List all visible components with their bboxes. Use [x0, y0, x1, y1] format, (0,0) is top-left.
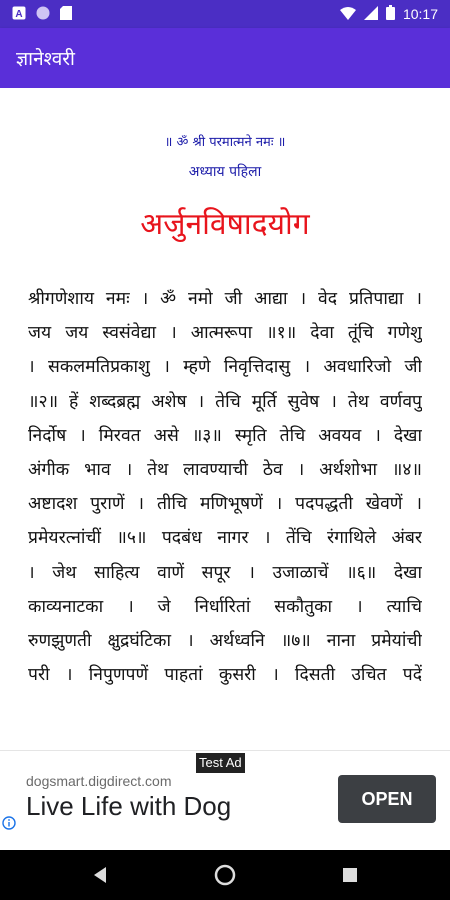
verse-line: ॥२॥ हें शब्दब्रह्म अशेष । तेचि मूर्ति सुवेष । तेथ वर्णवपु [28, 391, 422, 412]
signal-icon [364, 5, 378, 24]
verse-line: प्रमेयरत्नांचीं ॥५॥ पदबंध नागर । तेंचि रंगाथिले अंबर [28, 528, 422, 549]
back-icon[interactable] [80, 855, 120, 895]
verse-line: निर्दोष । मिरवत असे ॥३॥ स्मृति तेचि अवयव । देखा [28, 425, 422, 446]
verse-line: जय जय स्वसंवेद्या । आत्मरूपा ॥१॥ देवा तूंचि गणेशु [28, 323, 422, 344]
sd-card-icon [60, 5, 72, 24]
svg-text:A: A [15, 8, 23, 20]
app-bar [0, 28, 450, 88]
status-right-icons [340, 5, 438, 24]
ad-info-icon[interactable] [2, 815, 16, 829]
verse-line: अंगीक भाव । तेथ लावण्याची ठेव । अर्थशोभा ॥४॥ [28, 459, 422, 480]
verse-line: । सकलमतिप्रकाशु । म्हणे निवृत्तिदासु । अवधारिजो जी [28, 357, 422, 378]
status-bar [0, 0, 450, 28]
verse-line: अष्टादश पुराणें । तीचि मणिभूषणें । पदपद्धती खेवणें । [28, 494, 422, 515]
invocation-text: ॥ ॐ श्री परमात्मने नमः ॥ [164, 135, 286, 150]
recents-icon[interactable] [330, 855, 370, 895]
battery-icon [386, 5, 395, 24]
ad-open-button[interactable]: OPEN [338, 775, 436, 823]
verse-line: परी । निपुणपणें पाहतां कुसरी । दिसती उचित पदें [28, 665, 422, 686]
app-a-icon [12, 5, 26, 24]
app-title: ज्ञानेश्वरी [16, 48, 75, 70]
status-left-icons [12, 5, 72, 24]
chapter-content[interactable] [0, 88, 450, 750]
system-nav-bar [0, 850, 450, 900]
ad-domain: dogsmart.digdirect.com [26, 773, 172, 789]
status-time: 10:17 [402, 6, 438, 22]
verse-line: काव्यनाटका । जे निर्धारितां सकौतुका । त्याचि [28, 596, 422, 617]
wifi-icon [340, 5, 356, 24]
ad-tag: Test Ad [196, 753, 245, 773]
chapter-title: अर्जुनविषादयोग [140, 207, 310, 242]
ad-headline[interactable]: Live Life with Dog [26, 791, 232, 821]
home-icon[interactable] [205, 855, 245, 895]
circle-notification-icon [36, 5, 50, 24]
verse-line: । जेथ साहित्य वाणें सपूर । उजाळाचें ॥६॥ देखा [28, 562, 422, 583]
verse-line: रुणझुणती क्षुद्रघंटिका । अर्थध्वनि ॥७॥ नाना प्रमेयांची [28, 630, 422, 651]
verse-text [28, 282, 422, 692]
verse-line: श्रीगणेशाय नमः । ॐ नमो जी आद्या । वेद प्रतिपाद्या । [28, 289, 422, 309]
chapter-number: अध्याय पहिला [188, 164, 262, 180]
ad-banner[interactable] [0, 750, 450, 850]
